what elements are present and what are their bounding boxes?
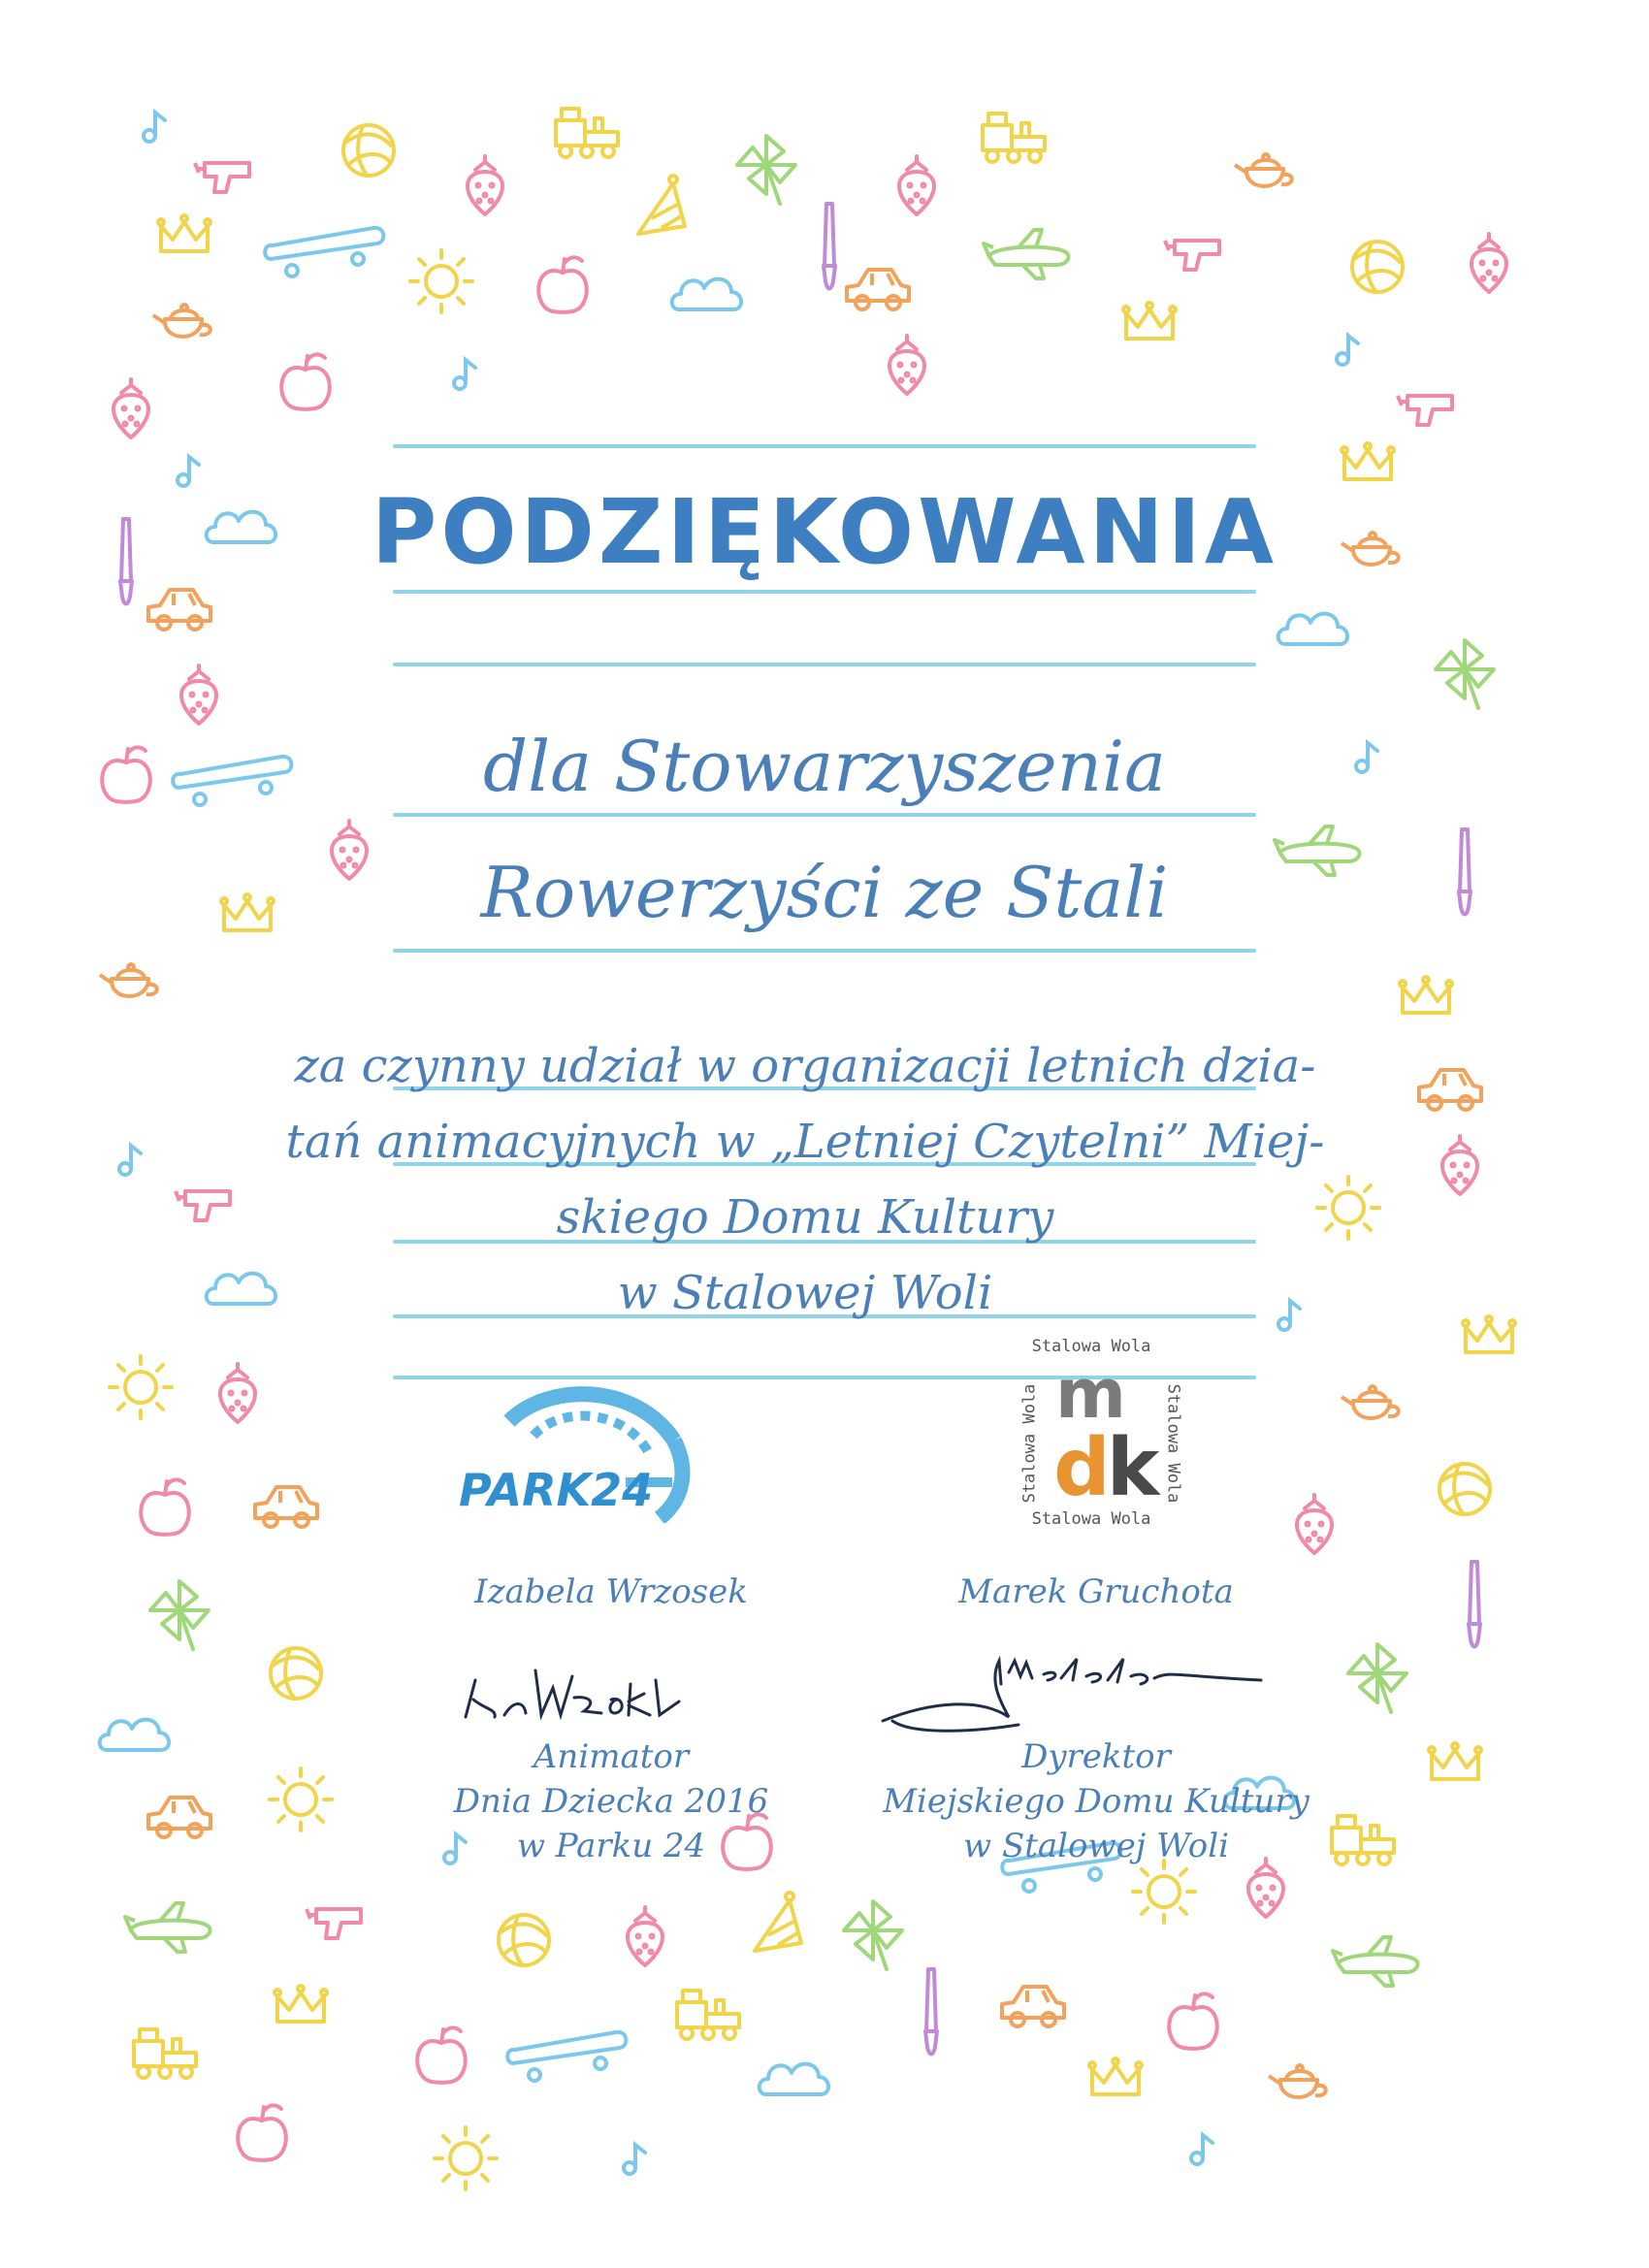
strawberry-icon xyxy=(181,665,216,724)
apple-icon xyxy=(281,354,330,408)
strawberry-icon xyxy=(628,1907,663,1965)
ruled-line xyxy=(393,949,1256,953)
airplane-icon xyxy=(125,1903,210,1952)
park24-logo xyxy=(441,1382,723,1523)
crown-icon xyxy=(1429,1743,1481,1779)
toy-gun-icon xyxy=(195,163,249,192)
paintbrush-icon xyxy=(120,519,132,604)
strawberry-icon xyxy=(1471,234,1506,292)
skateboard-icon xyxy=(507,2032,626,2081)
teapot-icon xyxy=(1235,154,1292,186)
strawberry-icon xyxy=(1297,1495,1332,1553)
strawberry-icon xyxy=(220,1364,255,1422)
paintbrush-icon xyxy=(1459,829,1471,915)
reason-line: tań animacyjnych w „Letniej Czytelni” Miej- xyxy=(285,1115,1325,1169)
handwritten-signature xyxy=(854,1641,1339,1734)
train-icon xyxy=(556,109,618,157)
ruled-line xyxy=(393,590,1256,594)
mdk-letter-k: k xyxy=(1106,1422,1156,1514)
train-icon xyxy=(677,1991,739,2039)
airplane-icon xyxy=(1333,1937,1418,1986)
signatory-role-line: w Stalowej Woli xyxy=(963,1827,1229,1865)
reason-text xyxy=(175,1028,1436,1331)
handwritten-signature xyxy=(369,1641,854,1734)
mdk-ring-text-bottom: Stalowa Wola xyxy=(1031,1509,1151,1529)
recipient-line-1: dla Stowarzyszenia xyxy=(483,726,1166,807)
ball-icon xyxy=(1439,1464,1490,1514)
signatory-role-line: w Parku 24 xyxy=(516,1827,706,1865)
apple-icon xyxy=(417,2027,466,2082)
mdk-letter-m: m xyxy=(1055,1354,1122,1434)
sun-icon xyxy=(110,1356,172,1418)
crown-icon xyxy=(1089,2058,1142,2094)
strawberry-icon xyxy=(1442,1136,1477,1194)
crown-icon xyxy=(221,894,274,930)
recipient-line-2: Rowerzyści ze Stali xyxy=(480,852,1169,933)
strawberry-icon xyxy=(889,336,924,394)
ball-icon xyxy=(343,125,394,176)
ruled-line xyxy=(393,663,1256,666)
train-icon xyxy=(134,2029,196,2078)
teapot-icon xyxy=(1269,2065,1326,2097)
mdk-letter-d: d xyxy=(1053,1422,1107,1514)
crown-icon xyxy=(1123,303,1176,339)
music-note-icon xyxy=(144,113,165,142)
mdk-ring-text-left: Stalowa Wola xyxy=(1019,1383,1040,1504)
music-note-icon xyxy=(624,2145,645,2174)
paintbrush-icon xyxy=(1469,1562,1480,1647)
crown-icon xyxy=(158,215,210,251)
mdk-ring-text-right: Stalowa Wola xyxy=(1163,1383,1183,1504)
apple-icon xyxy=(538,257,587,311)
train-icon xyxy=(983,113,1045,162)
pinwheel-icon xyxy=(737,136,795,204)
signatory-right xyxy=(854,1570,1339,1868)
skateboard-icon xyxy=(265,228,383,276)
paintbrush-icon xyxy=(925,1969,937,2055)
strawberry-icon xyxy=(899,156,934,214)
strawberry-icon xyxy=(468,156,502,214)
signatory-name: Izabela Wrzosek xyxy=(474,1572,748,1611)
reason-line: w Stalowej Woli xyxy=(617,1266,993,1320)
car-icon xyxy=(148,590,210,630)
crown-icon xyxy=(1342,443,1394,479)
mdk-letters-dk xyxy=(1053,1422,1155,1514)
apple-icon xyxy=(1169,1993,1217,2048)
ruled-line xyxy=(393,813,1256,817)
reason-line: za czynny udział w organizacji letnich dzia- xyxy=(294,1039,1316,1093)
party-hat-icon xyxy=(638,176,685,234)
music-note-icon xyxy=(178,457,199,486)
signatory-name: Marek Gruchota xyxy=(958,1572,1234,1611)
music-note-icon xyxy=(454,360,475,389)
signatory-role-line: Miejskiego Domu Kultury xyxy=(883,1782,1310,1821)
cloud-icon xyxy=(100,1720,169,1750)
strawberry-icon xyxy=(113,379,148,437)
ball-icon xyxy=(271,1648,321,1699)
crown-icon xyxy=(1400,977,1452,1013)
mdk-logo xyxy=(1009,1337,1183,1531)
sun-icon xyxy=(270,1768,332,1831)
airplane-icon xyxy=(984,230,1069,278)
sun-icon xyxy=(410,250,472,312)
ruled-line xyxy=(393,444,1256,448)
apple-icon xyxy=(102,747,150,801)
music-note-icon xyxy=(1356,743,1377,772)
ball-icon xyxy=(1352,242,1403,292)
signatory-left xyxy=(369,1570,854,1868)
crown-icon xyxy=(1463,1316,1515,1352)
car-icon xyxy=(148,1798,210,1837)
ball-icon xyxy=(499,1915,549,1965)
music-note-icon xyxy=(119,1146,141,1175)
toy-gun-icon xyxy=(1398,396,1452,425)
pinwheel-icon xyxy=(1348,1644,1406,1712)
cloud-icon xyxy=(207,512,275,542)
mdk-ring-text-top: Stalowa Wola xyxy=(1031,1337,1151,1356)
park24-wordmark: PARK24 xyxy=(459,1464,654,1516)
teapot-icon xyxy=(1342,1386,1399,1418)
cloud-icon xyxy=(1278,614,1347,644)
apple-icon xyxy=(141,1479,189,1534)
reason-line: skiego Domu Kultury xyxy=(556,1190,1054,1245)
apple-icon xyxy=(238,2105,286,2159)
teapot-icon xyxy=(100,964,157,996)
music-note-icon xyxy=(1191,2135,1212,2164)
car-icon xyxy=(847,270,909,309)
certificate-title: PODZIĘKOWANIA xyxy=(371,480,1278,584)
toy-gun-icon xyxy=(1165,241,1219,270)
crown-icon xyxy=(275,1986,327,2022)
pinwheel-icon xyxy=(1436,640,1494,708)
cloud-icon xyxy=(672,279,741,309)
train-icon xyxy=(1332,1816,1394,1864)
teapot-icon xyxy=(153,305,210,337)
signatory-role-line: Animator xyxy=(533,1737,690,1776)
signatory-role-line: Dnia Dziecka 2016 xyxy=(453,1782,769,1821)
skateboard-icon xyxy=(173,757,291,805)
signatory-role-line: Dyrektor xyxy=(1021,1737,1171,1776)
music-note-icon xyxy=(1337,336,1358,365)
sun-icon xyxy=(1133,1861,1195,1923)
party-hat-icon xyxy=(755,1893,801,1951)
pinwheel-icon xyxy=(150,1581,209,1649)
toy-gun-icon xyxy=(307,1909,361,1938)
paintbrush-icon xyxy=(824,204,835,289)
sun-icon xyxy=(435,2127,497,2189)
cloud-icon xyxy=(760,2064,828,2094)
car-icon xyxy=(255,1487,317,1527)
pinwheel-icon xyxy=(844,1901,902,1969)
car-icon xyxy=(1002,1987,1064,2026)
